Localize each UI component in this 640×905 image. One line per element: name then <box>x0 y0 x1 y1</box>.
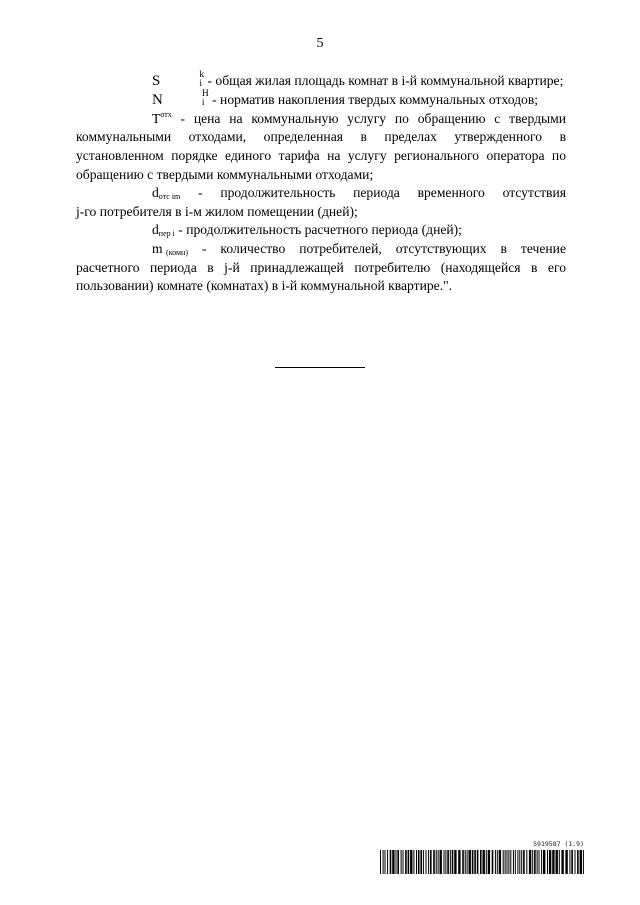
symbol-s: S k i <box>152 69 205 89</box>
definition-d-per <box>76 221 566 240</box>
separator-line <box>275 367 365 368</box>
definition-m-rest: расчетного периода в j-й принадлежащей потребителю (находящейся в его пользовании) комнате (комнатах) в i-й коммунальной квартире.". <box>76 259 566 294</box>
symbol-t: $T^{отх}$ <box>152 109 172 126</box>
definition-text: - общая жилая площадь комнат в i-й коммунальной квартире; <box>207 73 564 88</box>
definition-text: - цена на коммунальную услугу по обращению с твердыми <box>180 110 566 126</box>
symbol-m: m $_{(комн)}$ <box>152 240 188 257</box>
definition-text: - норматив накопления твердых коммунальных отходов; <box>212 91 539 107</box>
definition-n <box>76 88 566 110</box>
barcode-label: 5919587 (1.9) <box>533 840 584 848</box>
page-number: 5 <box>316 36 324 51</box>
definition-t-line1 <box>76 110 566 129</box>
barcode-area <box>380 840 584 880</box>
symbol-d-per: $d_{пер i}$ <box>152 222 175 239</box>
definition-text: - продолжительность периода временного отсутствия <box>198 185 566 201</box>
definitions-block <box>76 69 566 296</box>
definition-s <box>76 69 566 91</box>
barcode-icon <box>380 850 584 874</box>
definition-m-line1 <box>76 240 566 259</box>
definition-t-rest: коммунальными отходами, определенная в пределах утвержденного в установленном порядке единого тарифа на услугу регионального оператора по обращению с твердыми коммунальными отходами; <box>76 129 566 182</box>
definition-text: - количество потребителей, отсутствующих в течение <box>201 240 566 256</box>
definition-d-ots-line1 <box>76 184 566 203</box>
definition-text: - продолжительность расчетного периода (дней); <box>178 222 462 238</box>
symbol-n: N H i <box>152 88 209 108</box>
symbol-d-ots: $d_{отс im}$ <box>152 185 181 202</box>
definition-d-ots-rest: j-го потребителя в i-м жилом помещении (дней); <box>76 203 358 219</box>
